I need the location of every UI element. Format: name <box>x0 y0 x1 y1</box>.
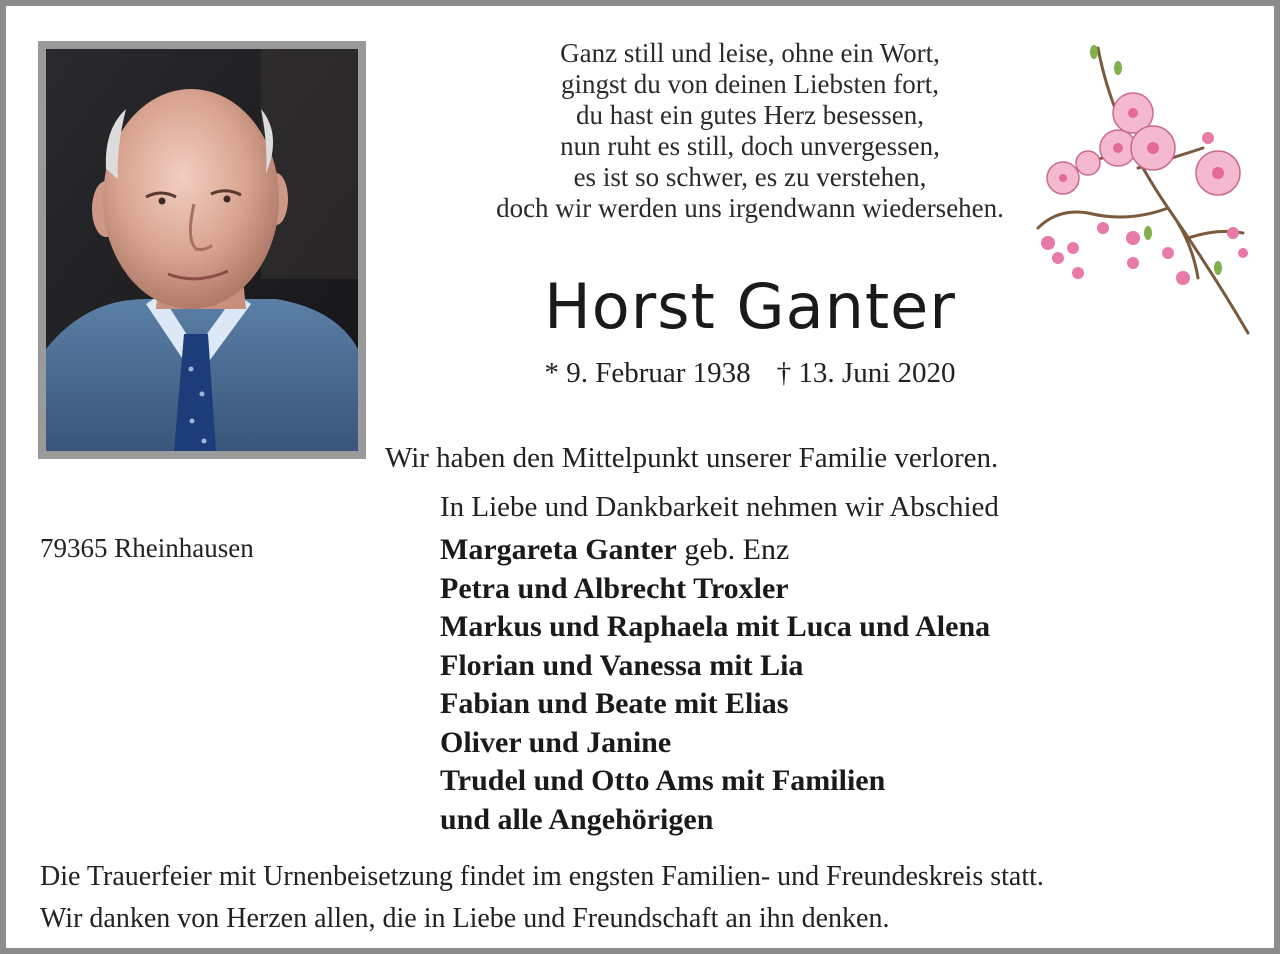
deceased-name: Horst Ganter <box>544 270 956 343</box>
farewell-text: In Liebe und Dankbarkeit nehmen wir Abschied <box>440 491 999 523</box>
mourner-line: Petra und Albrecht Troxler <box>440 571 789 605</box>
mourner-line: und alle Angehörigen <box>440 802 714 836</box>
mourner-suffix: geb. Enz <box>676 533 790 566</box>
footer-line: Die Trauerfeier mit Urnenbeisetzung findet im engsten Familien- und Freundeskreis statt. <box>40 861 1044 892</box>
memorial-poem <box>430 38 1070 224</box>
mourner-line: Markus und Raphaela mit Luca und Alena <box>440 610 991 643</box>
portrait-photo <box>38 41 366 459</box>
cherry-blossom-branch-icon <box>1018 38 1258 338</box>
footer-line: Wir danken von Herzen allen, die in Liebe und Freundschaft an ihn denken. <box>40 903 890 934</box>
location: 79365 Rheinhausen <box>40 533 254 563</box>
poem-line: doch wir werden uns irgendwann wiedersehen. <box>496 193 1004 223</box>
portrait-photo-icon <box>46 49 358 451</box>
mourners-list <box>440 531 990 839</box>
poem-line: nun ruht es still, doch unvergessen, <box>560 131 940 161</box>
lead-text: Wir haben den Mittelpunkt unserer Familie verloren. <box>385 442 999 474</box>
birth-date: * 9. Februar 1938 <box>544 357 751 389</box>
mourner-line <box>440 531 990 570</box>
poem-line: es ist so schwer, es zu verstehen, <box>573 162 927 192</box>
mourner-line: Trudel und Otto Ams mit Familien <box>440 764 886 797</box>
poem-line: du hast ein gutes Herz besessen, <box>576 100 924 130</box>
mourner-line: Florian und Vanessa mit Lia <box>440 648 804 682</box>
mourner-line: Fabian und Beate mit Elias <box>440 687 789 720</box>
mourner-line: Oliver und Janine <box>440 725 672 759</box>
poem-line: gingst du von deinen Liebsten fort, <box>561 69 939 99</box>
death-date: † 13. Juni 2020 <box>776 357 956 389</box>
footer-text <box>40 856 1044 940</box>
mourner-name: Margareta Ganter <box>440 533 677 566</box>
poem-line: Ganz still und leise, ohne ein Wort, <box>560 38 940 68</box>
life-dates <box>450 357 1050 390</box>
